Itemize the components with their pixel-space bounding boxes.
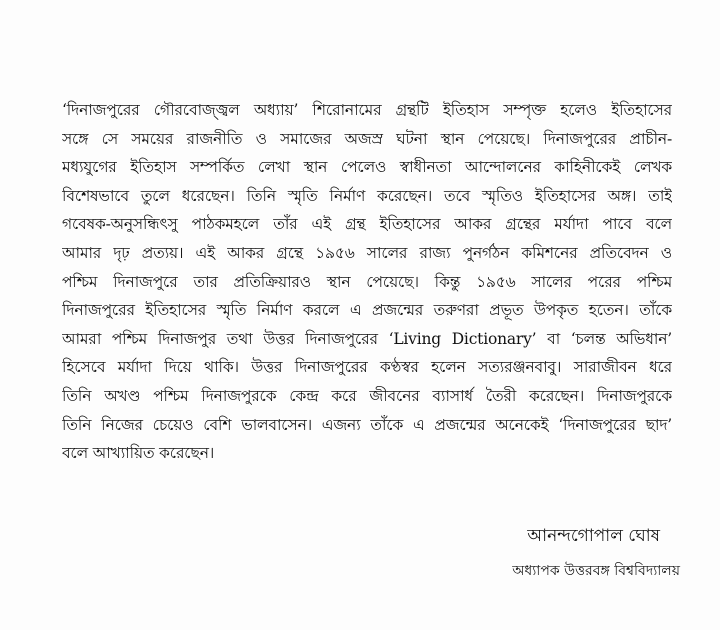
paragraph-line: বলে আখ্যায়িত করেছেন।	[62, 444, 215, 463]
author-title: অধ্যাপক উত্তরবঙ্গ বিশ্ববিদ্যালয়	[512, 563, 680, 579]
paragraph-line: আমরা পশ্চিম দিনাজপুর তথা উত্তর দিনাজপুরের ‘Living Dictionary’ বা ‘চলন্ত অভিধান’	[62, 329, 672, 348]
paragraph-line: তিনি নিজের চেয়েও বেশি ভালবাসেন। এজন্য তাঁকে এ প্রজন্মের অনেকেই ‘দিনাজপুরের ছাদ’	[62, 415, 672, 434]
paragraph-line: মধ্যযুগের ইতিহাস সম্পর্কিত লেখা স্থান পেলেও স্বাধীনতা আন্দোলনের কাহিনীকেই লেখক	[62, 158, 672, 177]
paragraph-line: তিনি অখণ্ড পশ্চিম দিনাজপুরকে কেন্দ্র করে জীবনের ব্যাসার্ধ তৈরী করেছেন। দিনাজপুরকে	[62, 386, 672, 405]
paragraph-line: হিসেবে মর্যাদা দিয়ে থাকি। উত্তর দিনাজপুরের কণ্ঠস্বর হলেন সত্যরঞ্জনবাবু। সারাজীবন ধরে	[62, 358, 672, 377]
paragraph-line: দিনাজপুরের ইতিহাসের স্মৃতি নির্মাণ করলে এ প্রজন্মের তরুণরা প্রভূত উপকৃত হতেন। তাঁকে	[62, 301, 672, 320]
author-name: আনন্দগোপাল ঘোষ	[527, 526, 660, 546]
signature-block	[480, 524, 680, 582]
paragraph-line: সঙ্গে সে সময়ের রাজনীতি ও সমাজের অজস্র ঘটনা স্থান পেয়েছে। দিনাজপুরের প্রাচীন-	[62, 129, 672, 148]
paragraph-line: আমার দৃঢ় প্রত্যয়। এই আকর গ্রন্থে ১৯৫৬ সালের রাজ্য পুনর্গঠন কমিশনের প্রতিবেদন ও	[62, 243, 672, 262]
paragraph-line: ‘দিনাজপুরের গৌরবোজ্জ্বল অধ্যায়’ শিরোনামের গ্রন্থটি ইতিহাস সম্পৃক্ত হলেও ইতিহাসের	[62, 101, 672, 119]
paragraph-line: গবেষক-অনুসন্ধিৎসু পাঠকমহলে তাঁর এই গ্রন্থ ইতিহাসের আকর গ্রন্থের মর্যাদা পাবে বলে	[62, 215, 672, 234]
paragraph	[62, 96, 672, 468]
paragraph-line: পশ্চিম দিনাজপুরে তার প্রতিক্রিয়ারও স্থান পেয়েছে। কিন্তু ১৯৫৬ সালের পরের পশ্চিম	[62, 272, 672, 291]
paragraph-line: বিশেষভাবে তুলে ধরেছেন। তিনি স্মৃতি নির্মাণ করেছেন। তবে স্মৃতিও ইতিহাসের অঙ্গ। তাই	[62, 186, 672, 205]
